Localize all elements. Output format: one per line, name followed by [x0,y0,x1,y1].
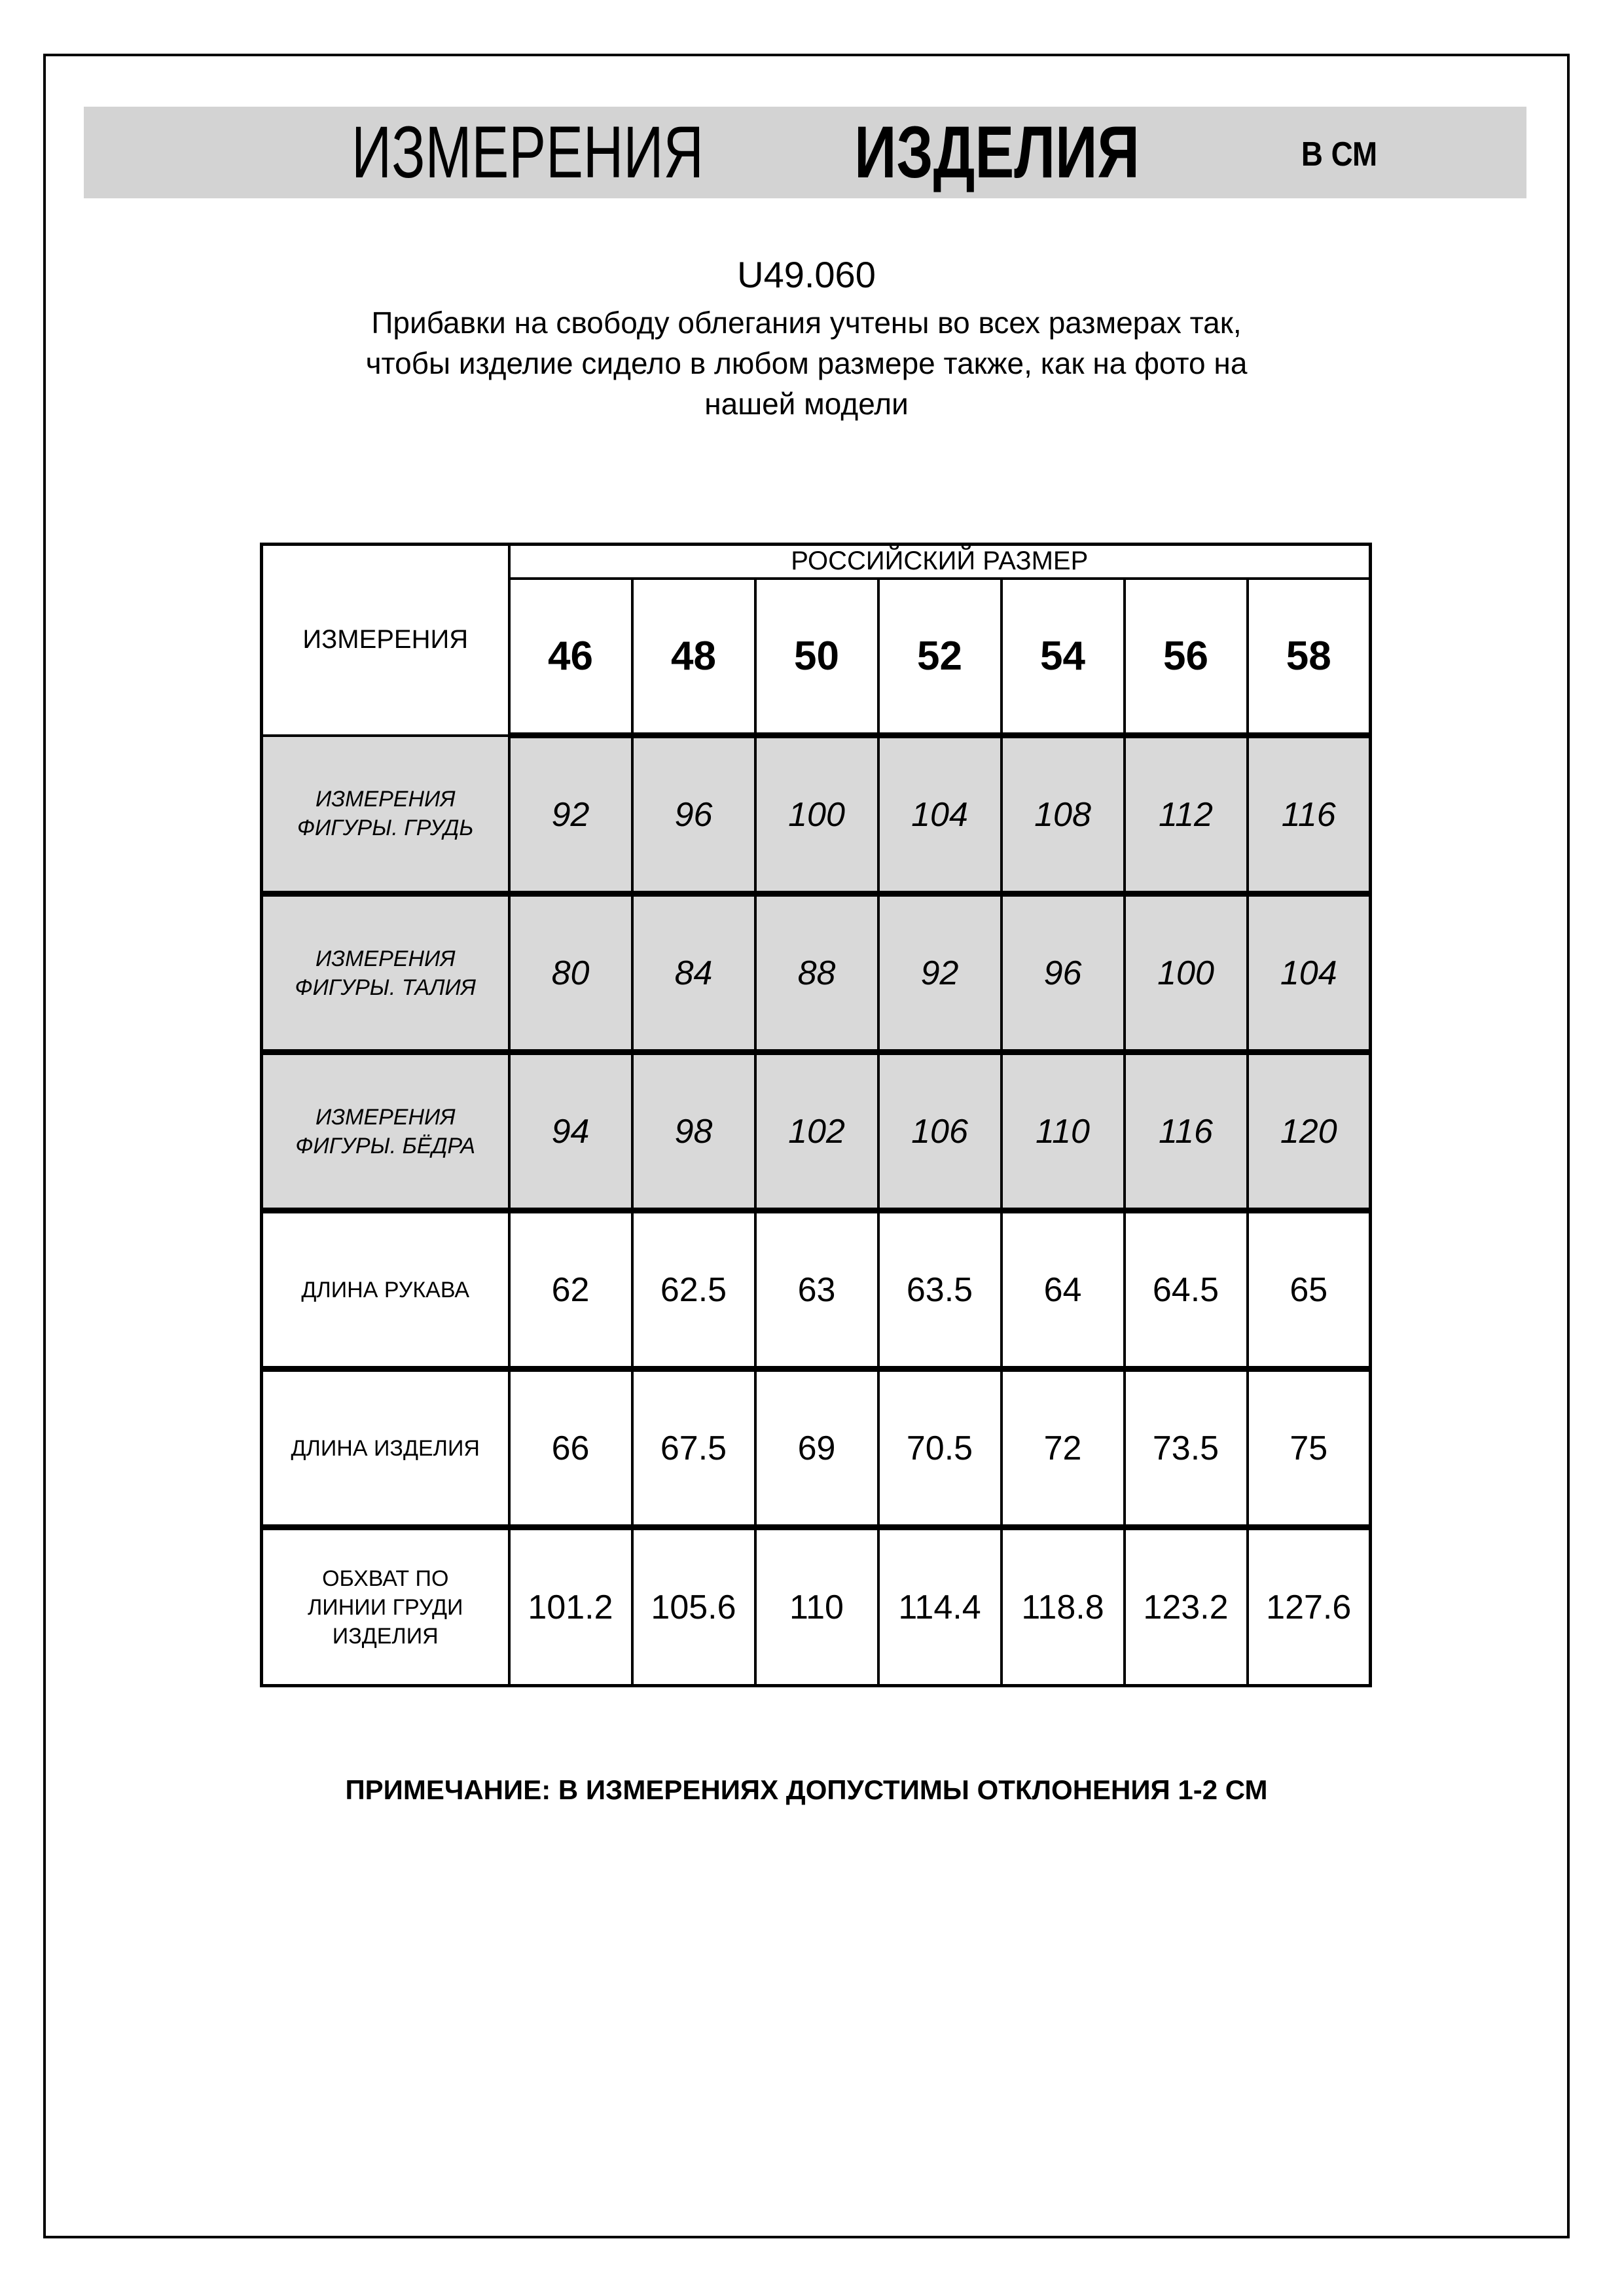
cell-value: 84 [632,894,755,1052]
cell-value: 110 [1001,1052,1125,1211]
cell-value: 116 [1248,736,1371,894]
row-sleeve-length [262,1211,1371,1369]
cell-value: 69 [755,1369,878,1528]
cell-value: 105.6 [632,1528,755,1686]
fit-description-line: Прибавки на свободу облегания учтены во всех размерах так, [371,306,1242,340]
cell-value: 73.5 [1125,1369,1248,1528]
row-label: ИЗМЕРЕНИЯ ФИГУРЫ. ТАЛИЯ [262,894,509,1052]
cell-value: 116 [1125,1052,1248,1211]
cell-value: 70.5 [878,1369,1001,1528]
page-frame [43,54,1570,2238]
cell-value: 118.8 [1001,1528,1125,1686]
cell-value: 106 [878,1052,1001,1211]
fit-description-line: нашей модели [704,387,909,421]
row-label: ИЗМЕРЕНИЯ ФИГУРЫ. БЁДРА [262,1052,509,1211]
cell-value: 72 [1001,1369,1125,1528]
cell-value: 96 [632,736,755,894]
header-title-measurements: ИЗМЕРЕНИЯ [352,111,704,193]
cell-value: 92 [878,894,1001,1052]
cell-value: 102 [755,1052,878,1211]
size-header-56: 56 [1125,579,1248,736]
cell-value: 100 [1125,894,1248,1052]
cell-value: 112 [1125,736,1248,894]
article-number: U49.060 [737,254,876,295]
row-garment-length [262,1369,1371,1528]
header-bar [84,107,1526,198]
cell-value: 100 [755,736,878,894]
cell-value: 94 [509,1052,632,1211]
cell-value: 92 [509,736,632,894]
group-header-row [262,545,1371,579]
cell-value: 62.5 [632,1211,755,1369]
tolerance-note: ПРИМЕЧАНИЕ: В ИЗМЕРЕНИЯХ ДОПУСТИМЫ ОТКЛОНЕНИЯ 1-2 СМ [345,1774,1268,1805]
cell-value: 80 [509,894,632,1052]
cell-value: 63 [755,1211,878,1369]
row-label: ОБХВАТ ПО ЛИНИИ ГРУДИ ИЗДЕЛИЯ [262,1528,509,1686]
measurements-column-header: ИЗМЕРЕНИЯ [262,545,509,736]
row-body-chest [262,736,1371,894]
cell-value: 96 [1001,894,1125,1052]
header-title-product: ИЗДЕЛИЯ [854,111,1140,193]
cell-value: 101.2 [509,1528,632,1686]
cell-value: 67.5 [632,1369,755,1528]
size-header-50: 50 [755,579,878,736]
row-body-waist [262,894,1371,1052]
size-header-52: 52 [878,579,1001,736]
cell-value: 63.5 [878,1211,1001,1369]
russian-size-header: РОССИЙСКИЙ РАЗМЕР [509,545,1371,579]
size-header-48: 48 [632,579,755,736]
cell-value: 120 [1248,1052,1371,1211]
row-body-hips [262,1052,1371,1211]
size-header-58: 58 [1248,579,1371,736]
cell-value: 104 [1248,894,1371,1052]
size-table [260,543,1372,1687]
cell-value: 114.4 [878,1528,1001,1686]
cell-value: 75 [1248,1369,1371,1528]
cell-value: 127.6 [1248,1528,1371,1686]
cell-value: 108 [1001,736,1125,894]
size-header-54: 54 [1001,579,1125,736]
cell-value: 98 [632,1052,755,1211]
cell-value: 66 [509,1369,632,1528]
cell-value: 65 [1248,1211,1371,1369]
fit-description [46,302,1567,424]
cell-value: 110 [755,1528,878,1686]
cell-value: 104 [878,736,1001,894]
row-garment-chest-girth [262,1528,1371,1686]
cell-value: 62 [509,1211,632,1369]
cell-value: 64.5 [1125,1211,1248,1369]
cell-value: 88 [755,894,878,1052]
cell-value: 123.2 [1125,1528,1248,1686]
row-label: ДЛИНА РУКАВА [262,1211,509,1369]
size-header-46: 46 [509,579,632,736]
row-label: ДЛИНА ИЗДЕЛИЯ [262,1369,509,1528]
row-label: ИЗМЕРЕНИЯ ФИГУРЫ. ГРУДЬ [262,736,509,894]
cell-value: 64 [1001,1211,1125,1369]
header-units-label: В СМ [1301,135,1378,174]
fit-description-line: чтобы изделие сидело в любом размере также, как на фото на [365,346,1248,380]
